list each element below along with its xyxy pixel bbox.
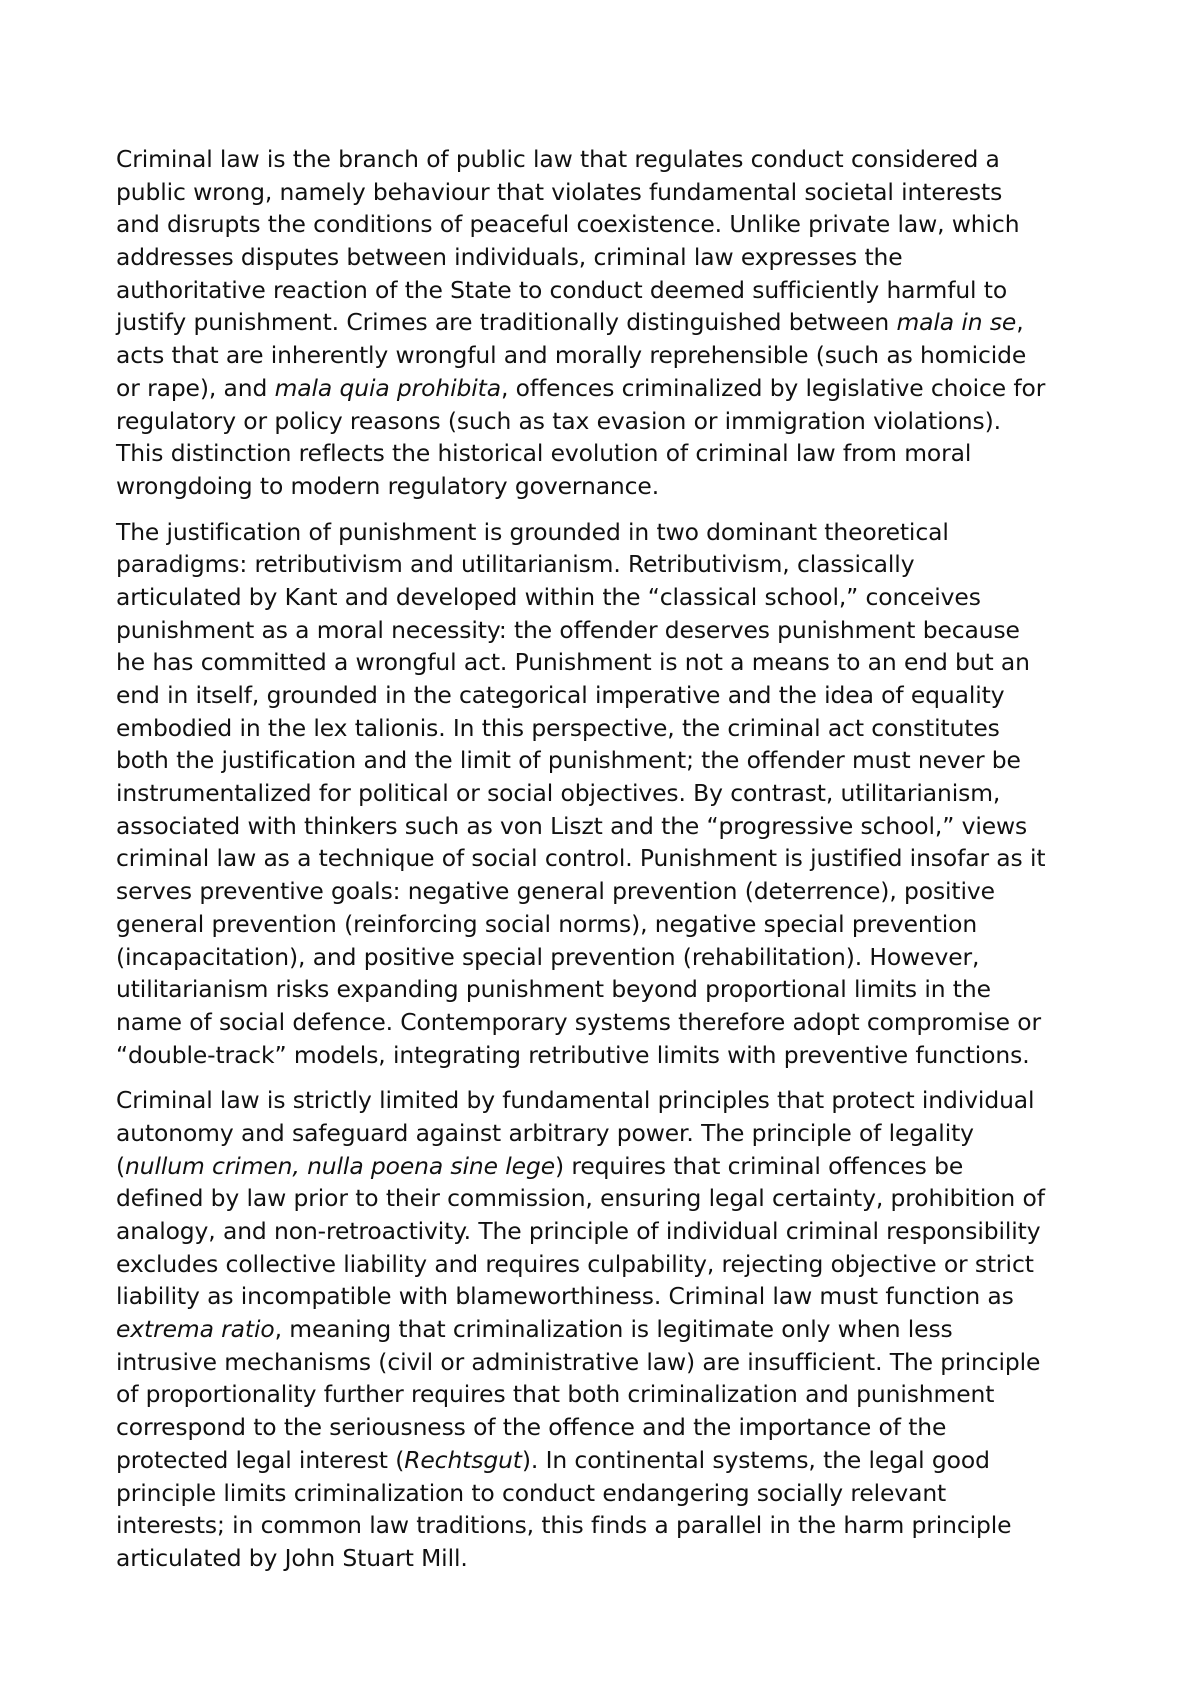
paragraph <box>116 516 1096 1072</box>
text-run: name of social defence. Contemporary systems therefore adopt compromise or <box>116 1007 1042 1036</box>
text-run: correspond to the seriousness of the offence and the importance of the <box>116 1413 947 1442</box>
text-run: wrongdoing to modern regulatory governance. <box>116 471 660 500</box>
text-run: This distinction reflects the historical evolution of criminal law from moral <box>116 439 972 468</box>
text-line <box>116 1039 1096 1072</box>
text-line <box>116 1084 1096 1117</box>
text-line <box>116 973 1096 1006</box>
text-line <box>116 744 1096 777</box>
text-line <box>116 176 1096 209</box>
text-line <box>116 875 1096 908</box>
text-line <box>116 1215 1096 1248</box>
text-run: interests; in common law traditions, this finds a parallel in the harm principle <box>116 1511 1012 1540</box>
text-line <box>116 143 1096 176</box>
text-run: justify punishment. Crimes are traditionally distinguished between <box>116 308 897 337</box>
text-run: punishment as a moral necessity: the offender deserves punishment because <box>116 615 1020 644</box>
text-line <box>116 941 1096 974</box>
text-line <box>116 1378 1096 1411</box>
text-run: embodied in the lex talionis. In this perspective, the criminal act constitutes <box>116 713 1000 742</box>
text-run: general prevention (reinforcing social norms), negative special prevention <box>116 909 978 938</box>
text-run: paradigms: retributivism and utilitarianism. Retributivism, classically <box>116 550 915 579</box>
text-run: (incapacitation), and positive special prevention (rehabilitation). However, <box>116 942 980 971</box>
text-run: authoritative reaction of the State to conduct deemed sufficiently harmful to <box>116 275 1008 304</box>
text-run: Criminal law is the branch of public law that regulates conduct considered a <box>116 145 1000 173</box>
text-line <box>116 1411 1096 1444</box>
text-run: ) requires that criminal offences be <box>555 1151 964 1180</box>
text-line <box>116 437 1096 470</box>
text-line <box>116 470 1096 503</box>
text-line <box>116 306 1096 339</box>
document-page <box>116 143 1096 1588</box>
text-line <box>116 405 1096 438</box>
text-run: principle limits criminalization to conduct endangering socially relevant <box>116 1478 947 1507</box>
text-run: of proportionality further requires that both criminalization and punishment <box>116 1380 995 1409</box>
italic-term: extrema ratio <box>116 1315 275 1344</box>
text-run: serves preventive goals: negative general prevention (deterrence), positive <box>116 877 995 906</box>
text-line <box>116 777 1096 810</box>
text-line <box>116 1313 1096 1346</box>
text-run: liability as incompatible with blameworthiness. Criminal law must function as <box>116 1282 1014 1311</box>
text-run: utilitarianism risks expanding punishment beyond proportional limits in the <box>116 975 991 1004</box>
text-line <box>116 712 1096 745</box>
italic-term: mala quia prohibita <box>274 373 501 402</box>
text-run: end in itself, grounded in the categorical imperative and the idea of equality <box>116 681 1005 709</box>
text-line <box>116 1346 1096 1379</box>
text-line <box>116 1444 1096 1477</box>
text-line <box>116 1006 1096 1039</box>
text-run: excludes collective liability and requires culpability, rejecting objective or strict <box>116 1249 1034 1278</box>
text-run: , <box>1016 308 1024 337</box>
text-run: criminal law as a technique of social control. Punishment is justified insofar as it <box>116 844 1046 873</box>
text-line <box>116 908 1096 941</box>
text-line <box>116 810 1096 843</box>
text-line <box>116 1477 1096 1510</box>
text-line <box>116 1509 1096 1542</box>
text-run: articulated by Kant and developed within the “classical school,” conceives <box>116 582 981 611</box>
text-run: or rape), and <box>116 373 275 402</box>
text-line <box>116 1117 1096 1150</box>
text-line <box>116 548 1096 581</box>
text-line <box>116 339 1096 372</box>
text-line <box>116 614 1096 647</box>
text-run: analogy, and non-retroactivity. The principle of individual criminal responsibility <box>116 1217 1041 1245</box>
text-line <box>116 1182 1096 1215</box>
text-run: The justification of punishment is grounded in two dominant theoretical <box>116 517 949 546</box>
text-line <box>116 581 1096 614</box>
text-run: autonomy and safeguard against arbitrary power. The principle of legality <box>116 1118 974 1147</box>
paragraph <box>116 143 1096 503</box>
text-run: public wrong, namely behaviour that violates fundamental societal interests <box>116 177 1003 206</box>
text-run: “double-track” models, integrating retributive limits with preventive functions. <box>116 1040 1030 1069</box>
text-line <box>116 208 1096 241</box>
text-run: acts that are inherently wrongful and morally reprehensible (such as homicide <box>116 341 1027 370</box>
text-run: instrumentalized for political or social objectives. By contrast, utilitarianism, <box>116 779 1001 808</box>
italic-term: nullum crimen, nulla poena sine lege <box>125 1151 555 1180</box>
text-run: ( <box>116 1151 126 1180</box>
text-line <box>116 1150 1096 1183</box>
text-line <box>116 646 1096 679</box>
italic-term: mala in se <box>896 308 1017 337</box>
text-line <box>116 1542 1096 1575</box>
text-run: both the justification and the limit of punishment; the offender must never be <box>116 746 1021 775</box>
paragraph <box>116 1084 1096 1574</box>
text-run: he has committed a wrongful act. Punishment is not a means to an end but an <box>116 648 1030 677</box>
text-run: Criminal law is strictly limited by fundamental principles that protect individual <box>116 1086 1035 1115</box>
text-run: ). In continental systems, the legal good <box>521 1445 990 1474</box>
text-run: addresses disputes between individuals, criminal law expresses the <box>116 243 903 272</box>
text-line <box>116 241 1096 274</box>
italic-term: Rechtsgut <box>404 1445 522 1474</box>
text-run: protected legal interest ( <box>116 1445 405 1474</box>
text-line <box>116 1248 1096 1281</box>
text-run: defined by law prior to their commission, ensuring legal certainty, prohibition of <box>116 1184 1045 1213</box>
text-line <box>116 842 1096 875</box>
text-run: and disrupts the conditions of peaceful coexistence. Unlike private law, which <box>116 210 1020 239</box>
text-run: regulatory or policy reasons (such as tax evasion or immigration violations). <box>116 406 1001 435</box>
text-run: intrusive mechanisms (civil or administrative law) are insufficient. The principle <box>116 1347 1041 1376</box>
text-line <box>116 274 1096 307</box>
text-run: , meaning that criminalization is legitimate only when less <box>274 1315 953 1344</box>
text-line <box>116 679 1096 712</box>
text-run: associated with thinkers such as von Liszt and the “progressive school,” views <box>116 811 1028 840</box>
text-run: , offences criminalized by legislative choice for <box>500 373 1046 402</box>
text-run: articulated by John Stuart Mill. <box>116 1543 468 1572</box>
text-line <box>116 372 1096 405</box>
text-line <box>116 1280 1096 1313</box>
text-line <box>116 516 1096 549</box>
